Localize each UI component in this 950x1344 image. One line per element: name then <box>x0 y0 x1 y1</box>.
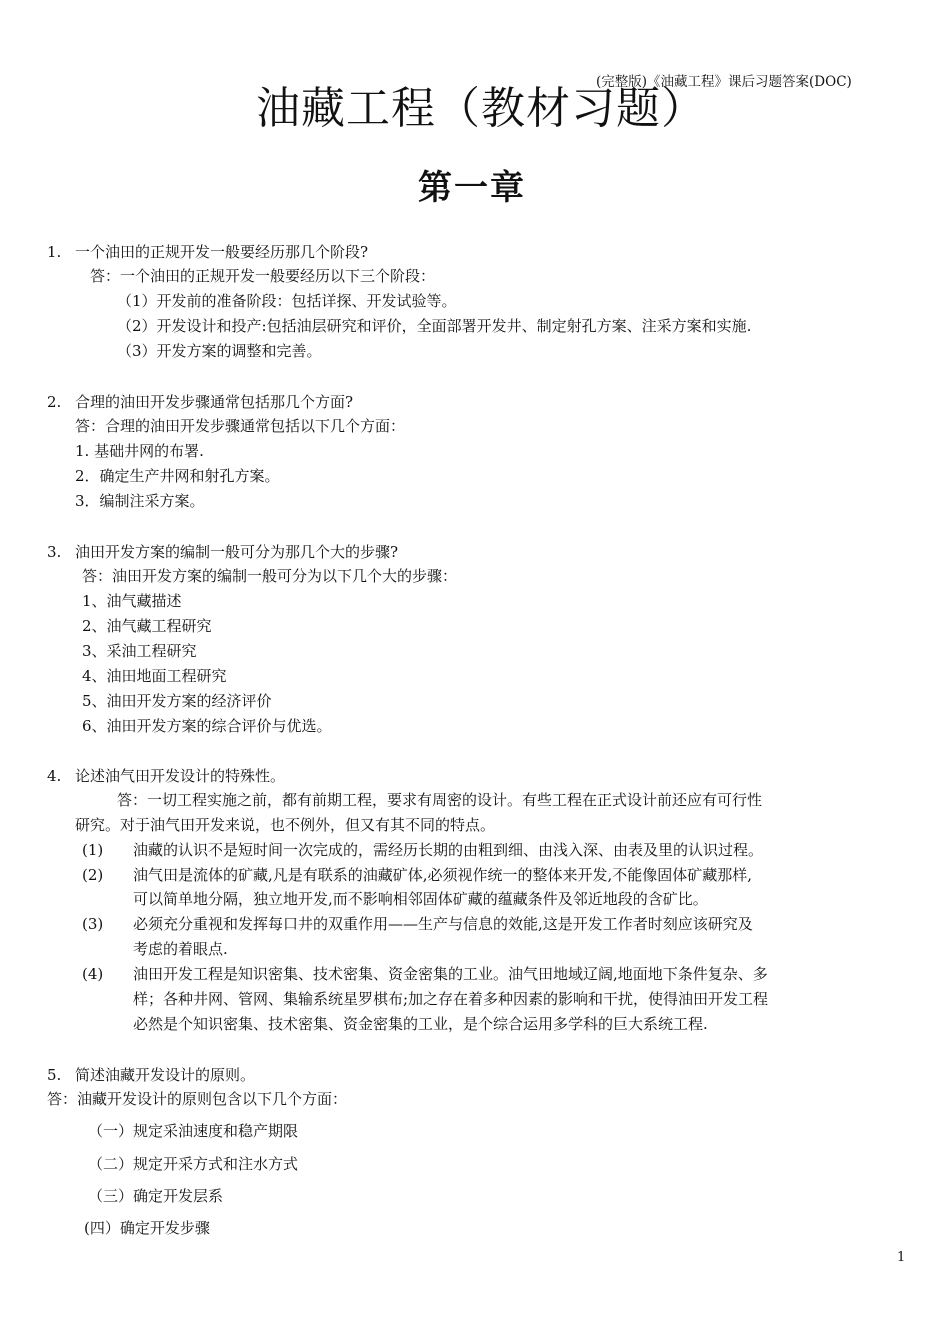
answer-item: (四）确定开发步骤 <box>84 1219 210 1237</box>
item-line: 油藏的认识不是短时间一次完成的，需经历长期的由粗到细、由浅入深、由表及里的认识过程。 <box>133 841 764 859</box>
question-text: 合理的油田开发步骤通常包括那几个方面? <box>75 393 354 411</box>
answer-item: （二）规定开采方式和注水方式 <box>88 1155 299 1173</box>
item-line: 考虑的着眼点. <box>133 940 228 958</box>
answer-item: 1、油气藏描述 <box>82 592 182 610</box>
item-line: 油田开发工程是知识密集、技术密集、资金密集的工业。油气田地域辽阔,地面地下条件复杂、多 <box>133 965 768 983</box>
question-text: 一个油田的正规开发一般要经历那几个阶段? <box>75 243 369 261</box>
item-line: 可以简单地分隔，独立地开发,而不影响相邻固体矿藏的蕴藏条件及邻近地段的含矿比。 <box>133 890 708 908</box>
answer-item: 5、油田开发方案的经济评价 <box>82 692 272 710</box>
question-number: 5. <box>47 1066 62 1084</box>
chapter-heading: 第一章 <box>418 168 526 208</box>
answer-item: （3）开发方案的调整和完善。 <box>117 342 322 360</box>
item-label: (1) <box>82 841 104 859</box>
question-number: 4. <box>47 767 62 785</box>
question-number: 2. <box>47 393 62 411</box>
answer-item: 3．编制注采方案。 <box>75 492 205 510</box>
answer-intro: 答：油藏开发设计的原则包含以下几个方面： <box>47 1090 348 1108</box>
answer-intro: 答：一个油田的正规开发一般要经历以下三个阶段： <box>90 267 436 285</box>
answer-item: 2、油气藏工程研究 <box>82 617 212 635</box>
answer-intro: 答：油田开发方案的编制一般可分为以下几个大的步骤： <box>82 567 458 585</box>
document-title: 油藏工程（教材习题） <box>256 83 706 134</box>
question-number: 1. <box>47 243 62 261</box>
page-number: 1 <box>897 1250 906 1265</box>
item-label: (3) <box>82 915 104 933</box>
answer-item: 6、油田开发方案的综合评价与优选。 <box>82 717 332 735</box>
question-text: 论述油气田开发设计的特殊性。 <box>75 767 286 785</box>
question-number: 3. <box>47 543 62 561</box>
item-label: (4) <box>82 965 104 983</box>
answer-paragraph-line: 研究。对于油气田开发来说，也不例外，但又有其不同的特点。 <box>75 816 496 834</box>
answer-item: 2．确定生产井网和射孔方案。 <box>75 467 280 485</box>
answer-paragraph-line: 答：一切工程实施之前，都有前期工程，要求有周密的设计。有些工程在正式设计前还应有可行性 <box>117 791 763 809</box>
question-text: 简述油藏开发设计的原则。 <box>75 1066 256 1084</box>
header-note: (完整版)《油藏工程》课后习题答案(DOC) <box>596 74 852 90</box>
item-line: 必须充分重视和发挥每口井的双重作用——生产与信息的效能,这是开发工作者时刻应该研究及 <box>133 915 753 933</box>
item-line: 必然是个知识密集、技术密集、资金密集的工业，是个综合运用多学科的巨大系统工程. <box>133 1015 708 1033</box>
answer-item: （2）开发设计和投产:包括油层研究和评价，全面部署开发井、制定射孔方案、注采方案和实施. <box>117 317 752 335</box>
item-line: 样；各种井网、管网、集输系统星罗棋布;加之存在着多种因素的影响和干扰，使得油田开发工程 <box>133 990 769 1008</box>
answer-intro: 答：合理的油田开发步骤通常包括以下几个方面： <box>75 417 406 435</box>
answer-item: （一）规定采油速度和稳产期限 <box>88 1122 299 1140</box>
answer-item: （三）确定开发层系 <box>88 1187 224 1205</box>
answer-item: 3、采油工程研究 <box>82 642 197 660</box>
answer-item: 1. 基础井网的布署. <box>75 442 204 460</box>
question-text: 油田开发方案的编制一般可分为那几个大的步骤? <box>75 543 399 561</box>
answer-item: 4、油田地面工程研究 <box>82 667 227 685</box>
item-label: (2) <box>82 866 104 884</box>
answer-item: （1）开发前的准备阶段：包括详探、开发试验等。 <box>117 292 457 310</box>
item-line: 油气田是流体的矿藏,凡是有联系的油藏矿体,必须视作统一的整体来开发,不能像固体矿藏那样, <box>133 866 753 884</box>
